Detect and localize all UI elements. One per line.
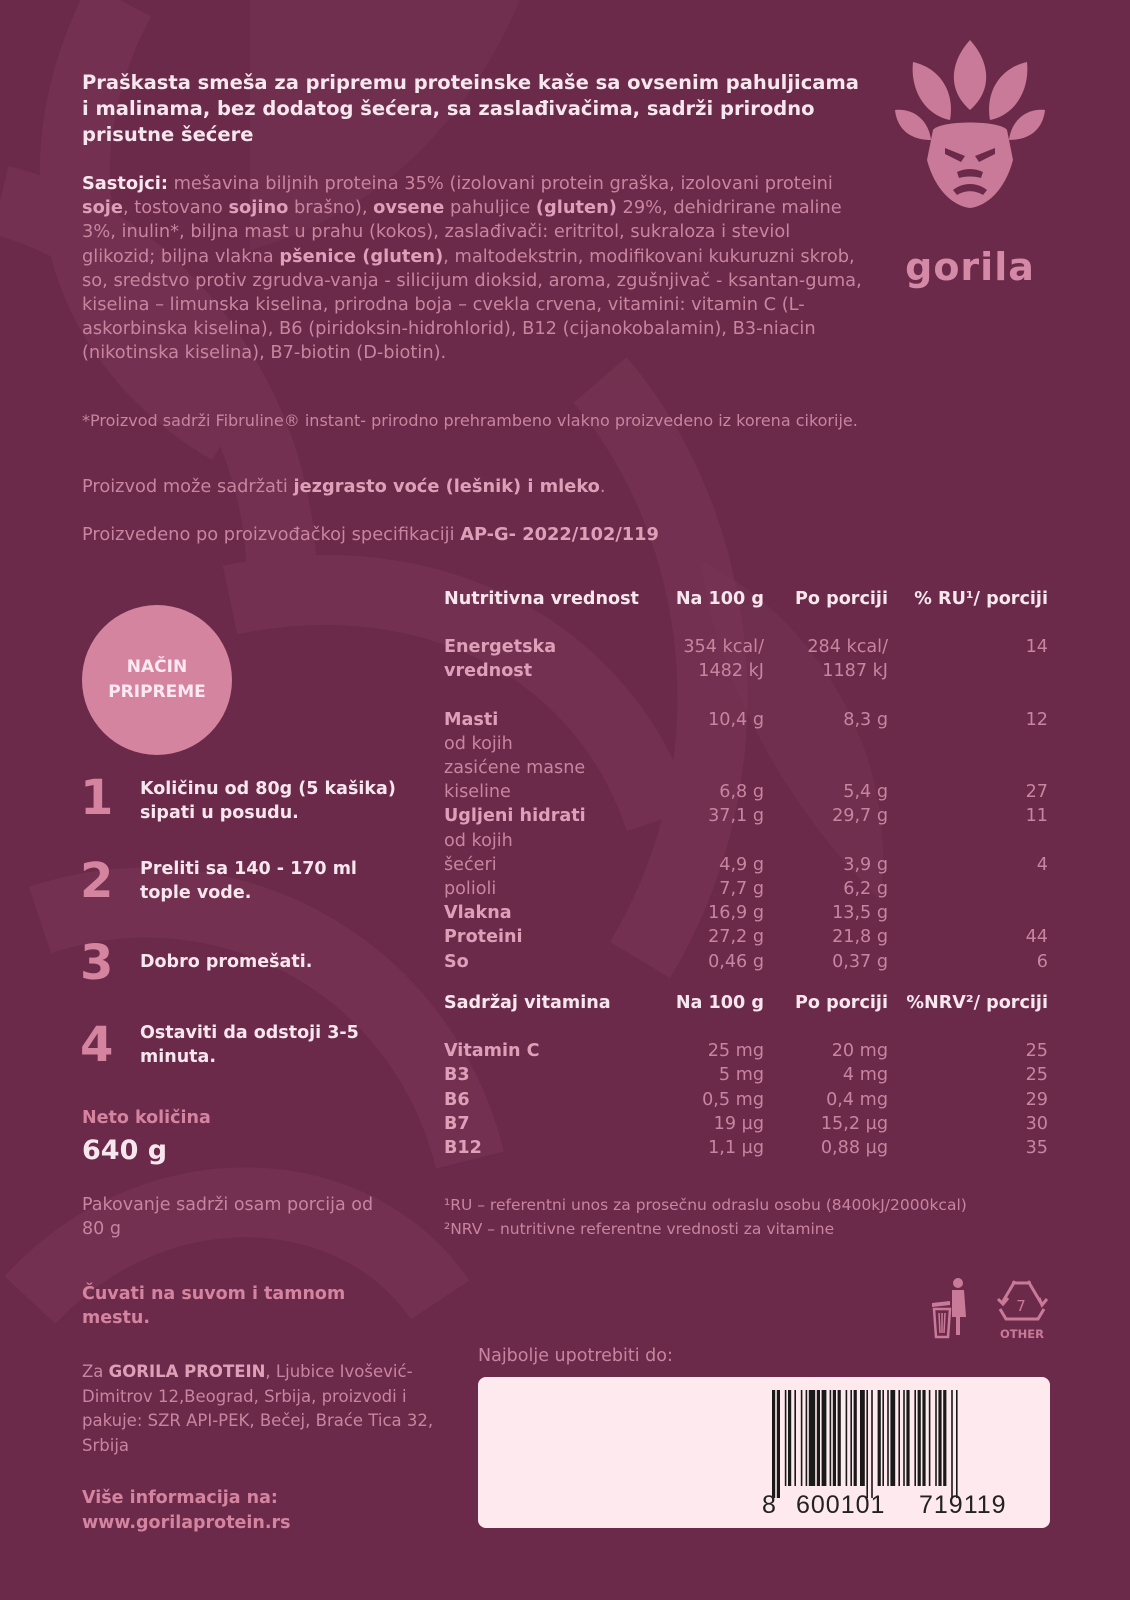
table-notes	[444, 1193, 1064, 1241]
ingredients-label: Sastojci:	[82, 173, 168, 194]
per-portion: 0,88 µg	[820, 1138, 888, 1159]
per-100g: 1,1 µg	[708, 1138, 764, 1159]
barcode-bar	[854, 1390, 857, 1486]
per-portion: 1187 kJ	[822, 661, 888, 682]
header-cell: %NRV²/ porciji	[906, 993, 1048, 1013]
step-text: Preliti sa 140 - 170 ml tople vode.	[140, 859, 357, 903]
ru-percent	[888, 732, 1048, 756]
per-portion: 6,2 g	[843, 879, 888, 900]
nutrition-row	[444, 925, 1048, 949]
row-label: Vlakna	[444, 903, 512, 924]
nutrition-row	[444, 877, 1048, 901]
row-label: kiseline	[444, 782, 511, 803]
row-label: polioli	[444, 879, 497, 900]
ru-percent: 6	[1036, 951, 1048, 972]
per-100g	[658, 756, 764, 780]
ru-percent	[888, 901, 1048, 925]
step-number: 2	[80, 853, 114, 909]
per-portion: 15,2 µg	[820, 1113, 888, 1134]
barcode-digit-group: 719119	[919, 1491, 1007, 1519]
best-before-label: Najbolje upotrebiti do:	[478, 1346, 673, 1366]
row-label: šećeri	[444, 854, 497, 875]
header-cell: % RU¹/ porciji	[914, 589, 1048, 609]
vitamin-header	[444, 991, 1048, 1015]
barcode-bar	[785, 1390, 787, 1486]
vitamin-row	[444, 1136, 1048, 1160]
barcode-bar	[822, 1390, 827, 1486]
barcode-digit-group: 8	[762, 1491, 777, 1519]
barcode-bar	[890, 1390, 895, 1486]
per-100g: 16,9 g	[708, 903, 764, 924]
step-number: 1	[80, 770, 114, 826]
allergen-bold: jezgrasto voće (lešnik) i mleko	[293, 476, 600, 497]
per-100g	[658, 829, 764, 853]
nutrition-header	[444, 587, 1048, 611]
per-portion: 0,4 mg	[826, 1089, 888, 1110]
barcode-digit-group: 600101	[796, 1491, 886, 1519]
row-label: Proteini	[444, 927, 523, 948]
spec-text: Proizvedeno po proizvođačkoj specifikaciji	[82, 524, 461, 545]
barcode-bar	[794, 1390, 796, 1486]
nrv-percent: 35	[1025, 1138, 1048, 1159]
ingredients-part: 29%, dehidrirane maline 3%, inulin*, biljna mast u prahu (kokos), zaslađivači: eritritol, sukraloza i steviol glikozid; biljna vlakna	[82, 197, 842, 267]
ingredients-text	[82, 172, 862, 366]
net-quantity-value: 640 g	[82, 1135, 168, 1166]
per-100g: 7,7 g	[719, 879, 764, 900]
vitamin-table	[444, 991, 1048, 1160]
header-cell: Nutritivna vrednost	[444, 589, 639, 609]
nutrition-row	[444, 901, 1048, 925]
vitamin-row	[444, 1088, 1048, 1112]
per-portion	[764, 732, 888, 756]
per-100g: 10,4 g	[708, 709, 764, 730]
product-title: Praškasta smeša za pripremu proteinske kaše sa ovsenim pahuljicama i malinama, bez dodatog šećera, sa zaslađivačima, sadrži prirodno prisutne šećere	[82, 71, 859, 146]
barcode-bar	[887, 1390, 889, 1486]
more-info	[82, 1486, 412, 1536]
barcode-bar	[935, 1390, 937, 1486]
ru-percent: 11	[1025, 806, 1048, 827]
producer-text: Za	[82, 1362, 109, 1381]
row-label: B12	[444, 1138, 482, 1159]
barcode-bar	[817, 1390, 820, 1486]
barcode-bar	[903, 1390, 905, 1486]
ingredients-part: mešavina biljnih proteina 35% (izolovani protein graška, izolovani proteini	[167, 173, 833, 194]
vitamin-rows	[444, 1039, 1048, 1160]
producer-company: GORILA PROTEIN	[108, 1362, 266, 1381]
barcode-bar	[777, 1390, 780, 1498]
allergen-text: Proizvod može sadržati	[82, 476, 294, 497]
storage-info: Čuvati na suvom i tamnom mestu.	[82, 1284, 346, 1328]
per-100g	[658, 732, 764, 756]
per-100g: 1482 kJ	[698, 661, 764, 682]
allergen-highlight: soje	[82, 197, 123, 219]
barcode-bar	[830, 1390, 832, 1486]
nrv-percent: 29	[1025, 1089, 1048, 1110]
ru-percent: 14	[1025, 637, 1048, 658]
allergen-text: .	[599, 476, 606, 497]
recycle-number: 7	[1016, 1297, 1026, 1315]
ru-note: ¹RU – referentni unos za prosečnu odraslu osobu (8400kJ/2000kcal)	[444, 1196, 967, 1214]
barcode-bar	[882, 1390, 884, 1486]
row-label: od kojih	[444, 830, 513, 851]
row-label: zasićene masne	[444, 758, 586, 779]
nrv-percent: 25	[1025, 1041, 1048, 1062]
per-100g: 354 kcal/	[683, 637, 764, 658]
per-portion: 4 mg	[842, 1065, 888, 1086]
vitamin-row	[444, 1063, 1048, 1087]
nutrition-rows	[444, 708, 1048, 974]
per-100g: 4,9 g	[719, 854, 764, 875]
website-link[interactable]: www.gorilaprotein.rs	[82, 1513, 291, 1533]
barcode-bar	[833, 1390, 836, 1486]
recycle-label: OTHER	[1000, 1327, 1044, 1341]
nrv-note: ²NRV – nutritivne referentne vrednosti za vitamine	[444, 1220, 835, 1238]
ru-percent	[888, 756, 1048, 780]
row-label: Vitamin C	[444, 1041, 540, 1062]
preparation-badge	[82, 605, 232, 755]
specification	[82, 524, 659, 545]
row-label: So	[444, 951, 469, 972]
per-100g: 37,1 g	[708, 806, 764, 827]
row-label: od kojih	[444, 733, 513, 754]
nutrition-row	[444, 780, 1048, 804]
per-portion: 3,9 g	[843, 854, 888, 875]
ru-percent: 44	[1025, 927, 1048, 948]
fibruline-footnote: *Proizvod sadrži Fibruline® instant- prirodno prehrambeno vlakno proizvedeno iz korena cikorije.	[82, 411, 858, 430]
barcode-bar	[850, 1390, 852, 1486]
ingredients-part: pahuljice	[444, 197, 536, 219]
barcode-bar	[806, 1390, 808, 1486]
allergen-highlight: ovsene	[373, 197, 445, 219]
per-100g: 6,8 g	[719, 782, 764, 803]
step-text: Dobro promešati.	[140, 952, 313, 972]
row-label: vrednost	[444, 661, 533, 682]
barcode-bar	[929, 1390, 931, 1486]
barcode-bar	[871, 1390, 873, 1498]
barcode-bar	[846, 1390, 848, 1486]
barcode-bar	[801, 1390, 803, 1486]
nrv-percent: 25	[1025, 1065, 1048, 1086]
barcode-bar	[788, 1390, 791, 1486]
barcode-bar	[809, 1390, 815, 1486]
nutrition-row	[444, 756, 1048, 780]
preparation-title: NAČIN PRIPREME	[108, 657, 206, 702]
ru-percent: 27	[1025, 782, 1048, 803]
per-portion: 0,37 g	[832, 951, 888, 972]
row-label: Masti	[444, 709, 499, 730]
per-portion: 284 kcal/	[807, 637, 888, 658]
row-label: Ugljeni hidrati	[444, 806, 586, 827]
ru-percent	[888, 829, 1048, 853]
step-text: Ostaviti da odstoji 3-5 minuta.	[140, 1023, 359, 1067]
barcode-bar	[866, 1390, 868, 1498]
energy-row	[444, 659, 1048, 683]
step-number: 4	[80, 1017, 114, 1073]
barcode-bar	[956, 1390, 958, 1498]
per-100g: 0,46 g	[708, 951, 764, 972]
barcode-bar	[906, 1390, 909, 1486]
per-100g: 0,5 mg	[702, 1089, 764, 1110]
ingredients-part: brašno),	[288, 197, 374, 219]
header-cell: Sadržaj vitamina	[444, 993, 611, 1013]
nutrition-table	[444, 587, 1048, 974]
recycling-symbols	[930, 1277, 1055, 1343]
barcode-bar	[860, 1390, 865, 1486]
header-cell: Na 100 g	[675, 993, 764, 1013]
per-portion: 21,8 g	[832, 927, 888, 948]
allergen-warning	[82, 476, 606, 497]
barcode-bar	[918, 1390, 921, 1486]
ingredients-part: , maltodekstrin, modifikovani kukuruzni skrob, so, sredstvo protiv zgrudva-vanja - silicijum dioksid, aroma, zgušnjivač - ksantan-guma, kiselina – limunska kiselina, prirodna boja – cvekla crvena, vitamini: vitamin C (L-askorbinska kiselina), B6 (piridoksin-hidrohlorid), B12 (cijanokobalamin), B3-niacin (nikotinska kiselina), B7-biotin (D-biotin).	[82, 245, 862, 364]
allergen-highlight: pšenice (gluten)	[279, 245, 444, 267]
vitamin-row	[444, 1112, 1048, 1136]
barcode-bar	[878, 1390, 881, 1486]
nutrition-row	[444, 829, 1048, 853]
nrv-percent: 30	[1025, 1113, 1048, 1134]
per-100g: 5 mg	[718, 1065, 764, 1086]
barcode-bar	[914, 1390, 916, 1486]
barcode-bar	[898, 1390, 900, 1486]
ingredients-part: , tostovano	[122, 197, 229, 219]
producer-info	[82, 1360, 442, 1458]
barcode-bar	[838, 1390, 841, 1486]
barcode-bar	[922, 1390, 925, 1486]
barcode-bar	[772, 1390, 775, 1498]
per-portion	[764, 829, 888, 853]
barcode	[772, 1390, 1026, 1498]
row-label: B6	[444, 1089, 470, 1110]
nutrition-row	[444, 853, 1048, 877]
brand-name: gorila	[905, 245, 1035, 289]
per-portion: 13,5 g	[832, 903, 888, 924]
barcode-bar	[943, 1390, 946, 1486]
header-cell: Po porciji	[795, 993, 888, 1013]
ru-percent: 12	[1025, 709, 1048, 730]
nutrition-row	[444, 732, 1048, 756]
row-label: Energetska	[444, 637, 557, 658]
header-cell: Na 100 g	[675, 589, 764, 609]
step-text: Količinu od 80g (5 kašika) sipati u posudu.	[140, 779, 396, 823]
nutrition-row	[444, 708, 1048, 732]
header-cell: Po porciji	[795, 589, 888, 609]
per-100g: 27,2 g	[708, 927, 764, 948]
per-portion: 5,4 g	[843, 782, 888, 803]
package-info: Pakovanje sadrži osam porcija od 80 g	[82, 1195, 374, 1239]
ru-percent	[888, 877, 1048, 901]
per-portion: 29,7 g	[832, 806, 888, 827]
nutrition-row	[444, 804, 1048, 828]
vitamin-row	[444, 1039, 1048, 1063]
energy-row	[444, 635, 1048, 659]
allergen-highlight: sojino	[228, 197, 289, 219]
per-100g: 25 mg	[707, 1041, 764, 1062]
per-100g: 19 µg	[713, 1113, 764, 1134]
row-label: B7	[444, 1113, 470, 1134]
allergen-highlight: (gluten)	[535, 197, 617, 219]
producer-text: , Ljubice Ivošević-Dimitrov 12,Beograd, Srbija, proizvodi i pakuje: SZR API-PEK, Bečej, Braće Tica 32, Srbija	[82, 1362, 434, 1455]
per-portion: 8,3 g	[843, 709, 888, 730]
gorilla-logo-icon	[895, 40, 1045, 210]
row-label: B3	[444, 1065, 470, 1086]
net-quantity-label: Neto količina	[82, 1108, 211, 1128]
barcode-area	[478, 1377, 1050, 1528]
spec-code: AP-G- 2022/102/119	[460, 524, 659, 545]
per-portion: 20 mg	[831, 1041, 888, 1062]
barcode-bar	[938, 1390, 941, 1486]
ru-percent: 4	[1036, 854, 1048, 875]
nutrition-row	[444, 950, 1048, 974]
more-info-label: Više informacija na:	[82, 1488, 278, 1508]
step-number: 3	[80, 935, 114, 991]
trash-bin-icon	[932, 1278, 966, 1337]
barcode-bar	[951, 1390, 953, 1498]
per-portion	[764, 756, 888, 780]
